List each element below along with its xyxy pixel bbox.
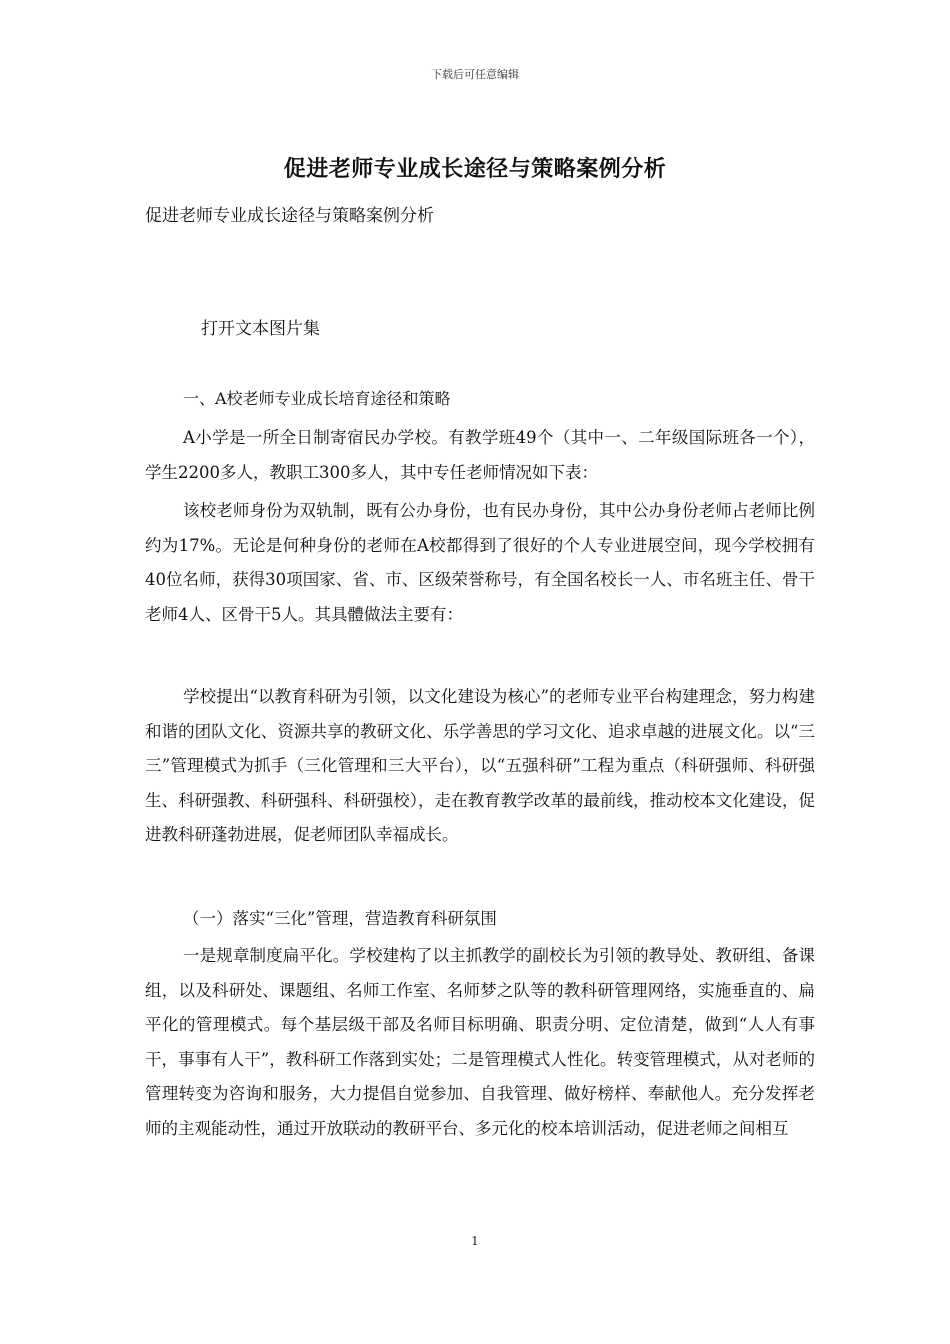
document-subtitle: 促进老师专业成长途径与策略案例分析 (145, 206, 434, 226)
paragraph: A小学是一所全日制寄宿民办学校。有教学班49个（其中一、二年级国际班各一个），学生2200多人，教职工300多人，其中专任老师情况如下表： (145, 428, 815, 482)
paragraph: 学校提出“以教育科研为引领，以文化建设为核心”的老师专业平台构建理念，努力构建和谐的团队文化、资源共享的教研文化、乐学善思的学习文化、追求卓越的进展文化。以“三三”管理模式为抓手（三化管理和三大平台），以“五强科研”工程为重点（科研强师、科研强生、科研强教、科研强科、科研强校），走在教育教学改革的最前线，推动校本文化建设，促进教科研蓬勃进展，促老师团队幸福成长。 (145, 687, 815, 845)
header-note: 下载后可任意编辑 (431, 68, 519, 81)
document-title: 促进老师专业成长途径与策略案例分析 (283, 156, 667, 182)
paragraph: 该校老师身份为双轨制，既有公办身份，也有民办身份，其中公办身份老师占老师比例约为17%。无论是何种身份的老师在A校都得到了很好的个人专业进展空间，现今学校拥有40位名师，获得30项国家、省、市、区级荣誉称号，有全国名校长一人、市名班主任、骨干老师4人、区骨干5人。其具體做法主要有： (145, 501, 815, 624)
open-image-gallery-link[interactable]: 打开文本图片集 (201, 319, 320, 339)
sub-heading: （一）落实“三化”管理，营造教育科研氛围 (183, 909, 497, 928)
section-heading: 一、A校老师专业成长培育途径和策略 (183, 389, 451, 408)
paragraph: 一是规章制度扁平化。学校建构了以主抓教学的副校长为引领的教导处、教研组、备课组，以及科研处、课题组、名师工作室、名师梦之队等的教科研管理网络，实施垂直的、扁平化的管理模式。每个基层级干部及名师目标明确、职责分明、定位清楚，做到“人人有事干，事事有人干”，教科研工作落到实处；二是管理模式人性化。转变管理模式，从对老师的管理转变为咨询和服务，大力提倡自觉参加、自我管理、做好榜样、奉献他人。充分发挥老师的主观能动性，通过开放联动的教研平台、多元化的校本培训活动，促进老师之间相互 (145, 946, 815, 1138)
page-number: 1 (471, 1234, 479, 1248)
